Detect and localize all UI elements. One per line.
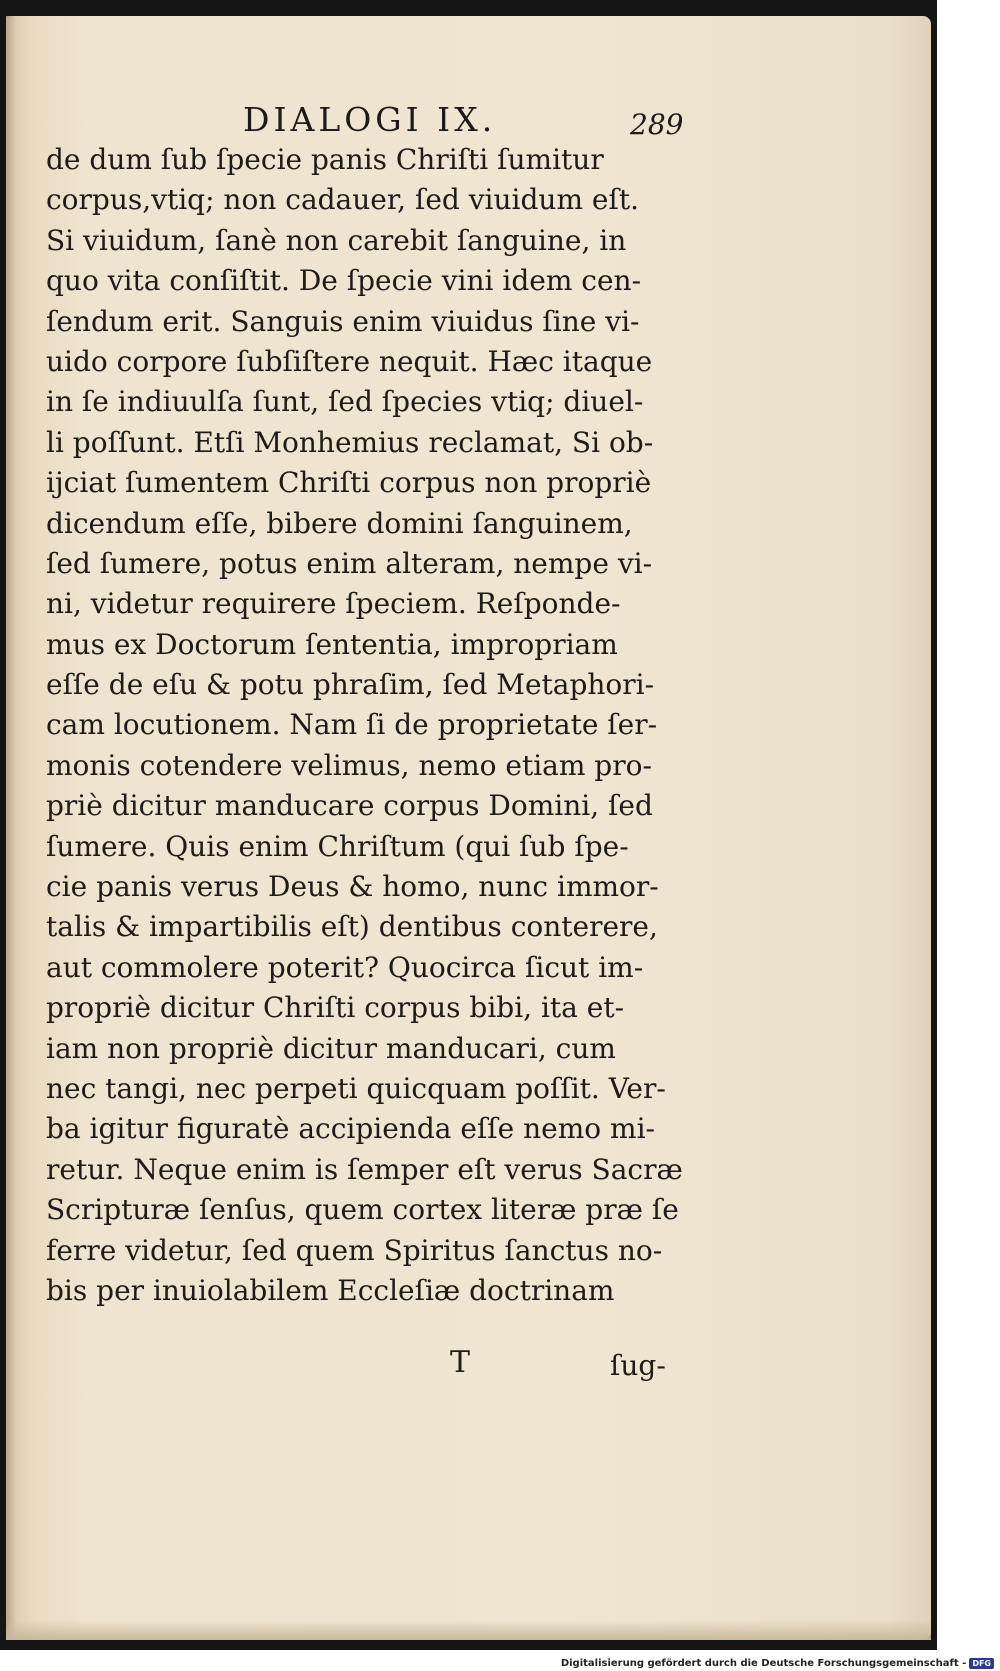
text-line: ſumere. Quis enim Chriſtum (qui ſub ſpe-	[46, 829, 629, 863]
text-line: propriè dicitur Chriſti corpus bibi, ita et-	[46, 991, 625, 1025]
text-line: li poſſunt. Etſi Monhemius reclamat, Si ob-	[46, 425, 654, 459]
text-line: ba igitur figuratè accipienda eſſe nemo mi-	[46, 1112, 656, 1146]
text-line: cam locutionem. Nam ſi de proprietate ſer-	[46, 708, 658, 742]
dfg-logo-icon: DFG	[969, 1658, 994, 1669]
signature-mark: T	[450, 1345, 471, 1380]
text-line: talis & impartibilis eſt) dentibus conterere,	[46, 910, 658, 944]
text-line: corpus,vtiq; non cadauer, ſed viuidum eſt.	[46, 183, 639, 217]
text-line: retur. Neque enim is ſemper eſt verus Sacræ	[46, 1152, 683, 1186]
text-line: ſendum erit. Sanguis enim viuidus ſine vi-	[46, 304, 640, 338]
body-text	[46, 140, 696, 1311]
text-line: cie panis verus Deus & homo, nunc immor-	[46, 870, 659, 904]
text-line: dicendum eſſe, bibere domini ſanguinem,	[46, 506, 633, 540]
text-line: bis per inuiolabilem Eccleſiæ doctrinam	[46, 1273, 615, 1307]
text-line: nec tangi, nec perpeti quicquam poſſit. Ver-	[46, 1071, 666, 1105]
page-footer	[0, 1345, 937, 1389]
text-line: Scripturæ ſenſus, quem cortex literæ præ ſe	[46, 1193, 679, 1227]
text-line: mus ex Doctorum ſententia, impropriam	[46, 627, 618, 661]
text-line: uido corpore ſubſiſtere nequit. Hæc itaque	[46, 344, 653, 378]
text-line: ſed ſumere, potus enim alteram, nempe vi-	[46, 546, 653, 580]
running-head: DIALOGI IX.	[243, 100, 497, 139]
text-line: iam non propriè dicitur manducari, cum	[46, 1031, 616, 1065]
text-line: priè dicitur manducare corpus Domini, ſed	[46, 789, 653, 823]
text-line: de dum ſub ſpecie panis Chriſti ſumitur	[46, 143, 604, 176]
page-bottom-shadow	[6, 1620, 931, 1640]
digitization-credit	[561, 1658, 994, 1669]
catchword: ſug-	[610, 1349, 666, 1382]
page-number: 289	[630, 108, 684, 141]
text-line: quo vita conſiſtit. De ſpecie vini idem cen-	[46, 264, 642, 298]
credit-text: Digitalisierung gefördert durch die Deutsche Forschungsgemeinschaft -	[560, 1658, 967, 1669]
page-gutter-shadow	[6, 16, 16, 1640]
text-line: aut commolere poterit? Quocirca ſicut im-	[46, 950, 644, 984]
text-line: ni, videtur requirere ſpeciem. Reſponde-	[46, 587, 621, 621]
text-line: Si viuidum, ſanè non carebit ſanguine, in	[46, 223, 627, 257]
text-line: ferre videtur, ſed quem Spiritus ſanctus no-	[46, 1233, 663, 1267]
text-line: in ſe indiuulſa ſunt, ſed ſpecies vtiq; diuel-	[46, 385, 644, 419]
text-line: eſſe de eſu & potu phraſim, ſed Metaphori-	[46, 668, 655, 702]
text-line: monis cotendere velimus, nemo etiam pro-	[46, 748, 652, 782]
text-line: ijciat ſumentem Chriſti corpus non propriè	[46, 466, 652, 500]
